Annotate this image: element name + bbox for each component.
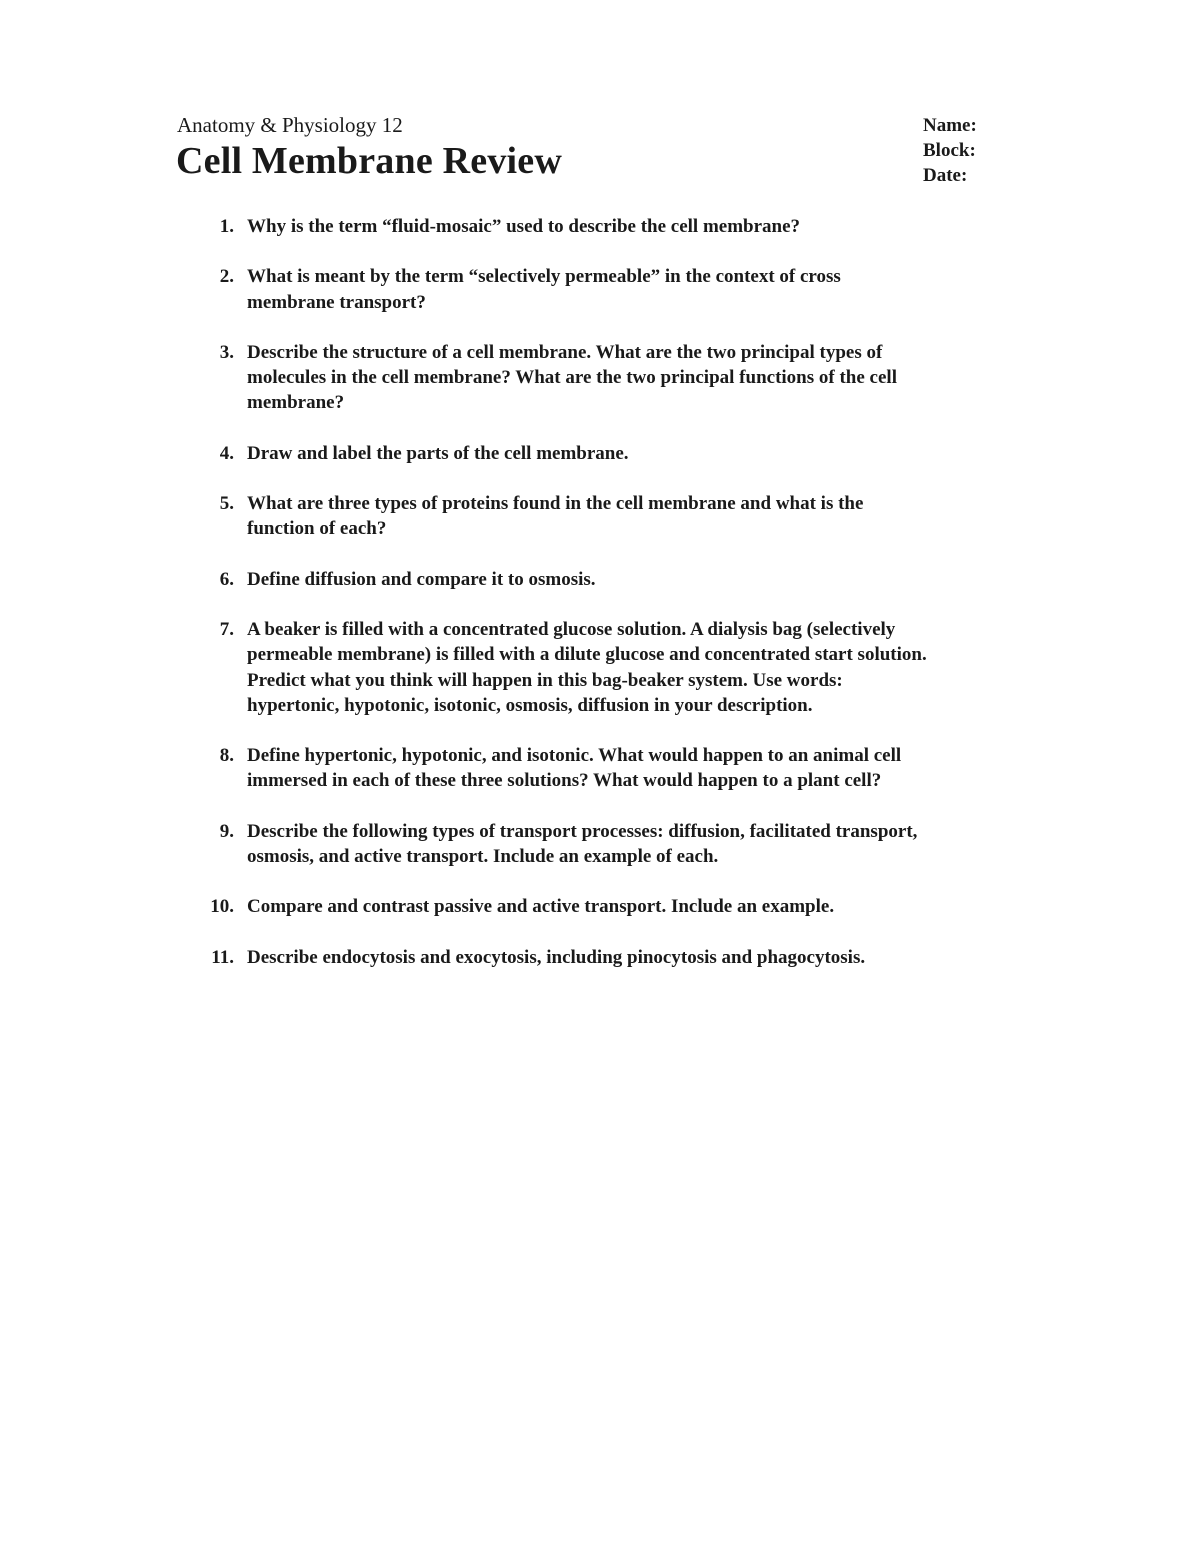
- question-number: 1.: [219, 216, 234, 237]
- question-text: [247, 441, 1037, 466]
- question-text-line: molecules in the cell membrane? What are the two principal functions of the cell: [247, 367, 897, 389]
- question-text-line: membrane transport?: [247, 291, 426, 313]
- question-text: [247, 945, 1037, 970]
- question-text-line: osmosis, and active transport. Include an example of each.: [247, 846, 719, 868]
- question-number: 8.: [219, 745, 234, 767]
- question-text: [247, 743, 1037, 794]
- question-item: [0, 340, 1200, 416]
- question-text-line: A beaker is filled with a concentrated glucose solution. A dialysis bag (selectively: [247, 618, 896, 640]
- question-text-line: Draw and label the parts of the cell membrane.: [247, 442, 629, 464]
- question-text-line: Compare and contrast passive and active transport. Include an example.: [247, 896, 835, 918]
- question-item: [0, 894, 1200, 919]
- question-text: [247, 617, 1037, 718]
- block-label: Block:: [923, 140, 976, 161]
- question-text: [247, 894, 1037, 919]
- question-text-line: What is meant by the term “selectively permeable” in the context of cross: [247, 266, 841, 288]
- question-text-line: immersed in each of these three solutions? What would happen to a plant cell?: [247, 770, 882, 792]
- question-number: 2.: [219, 266, 234, 288]
- question-item: [0, 264, 1200, 315]
- question-text-line: Define hypertonic, hypotonic, and isotonic. What would happen to an animal cell: [247, 745, 902, 767]
- question-text: [247, 567, 1037, 592]
- question-text-line: Predict what you think will happen in this bag-beaker system. Use words:: [247, 669, 843, 691]
- question-number: 3.: [219, 341, 234, 363]
- question-item: [0, 743, 1200, 794]
- question-item: [0, 441, 1200, 466]
- name-label: Name:: [923, 115, 977, 136]
- question-list: [0, 214, 1200, 995]
- question-text-line: Describe endocytosis and exocytosis, including pinocytosis and phagocytosis.: [247, 946, 866, 968]
- question-text-line: membrane?: [247, 392, 345, 414]
- question-number: 10.: [210, 896, 234, 918]
- question-number: 11.: [211, 946, 234, 968]
- question-text-line: permeable membrane) is filled with a dilute glucose and concentrated start solution.: [247, 644, 927, 666]
- question-item: [0, 491, 1200, 542]
- page-title: Cell Membrane Review: [176, 140, 562, 182]
- question-item: [0, 945, 1200, 970]
- question-number: 4.: [219, 442, 234, 464]
- question-item: [0, 567, 1200, 592]
- student-info-fields: [923, 113, 977, 188]
- question-number: 9.: [219, 820, 234, 842]
- question-number: 7.: [219, 618, 234, 640]
- question-text-line: Describe the following types of transport processes: diffusion, facilitated transport,: [247, 820, 918, 842]
- question-text-line: What are three types of proteins found in the cell membrane and what is the: [247, 493, 864, 515]
- question-text-line: Define diffusion and compare it to osmosis.: [247, 568, 596, 590]
- question-text: [247, 264, 1037, 315]
- question-item: [0, 819, 1200, 870]
- course-name: Anatomy & Physiology 12: [177, 113, 403, 137]
- question-number: 5.: [219, 493, 234, 515]
- date-label: Date:: [923, 165, 968, 186]
- question-item: [0, 617, 1200, 718]
- question-text: [247, 340, 1037, 416]
- question-text: [247, 819, 1037, 870]
- question-text-line: function of each?: [247, 518, 387, 540]
- question-text-line: Why is the term “fluid-mosaic” used to describe the cell membrane?: [247, 216, 801, 237]
- question-text: [247, 491, 1037, 542]
- question-text-line: Describe the structure of a cell membrane. What are the two principal types of: [247, 341, 883, 363]
- question-text-line: hypertonic, hypotonic, isotonic, osmosis, diffusion in your description.: [247, 694, 813, 716]
- question-text: [247, 214, 1037, 239]
- question-item: [0, 214, 1200, 239]
- question-number: 6.: [219, 568, 234, 590]
